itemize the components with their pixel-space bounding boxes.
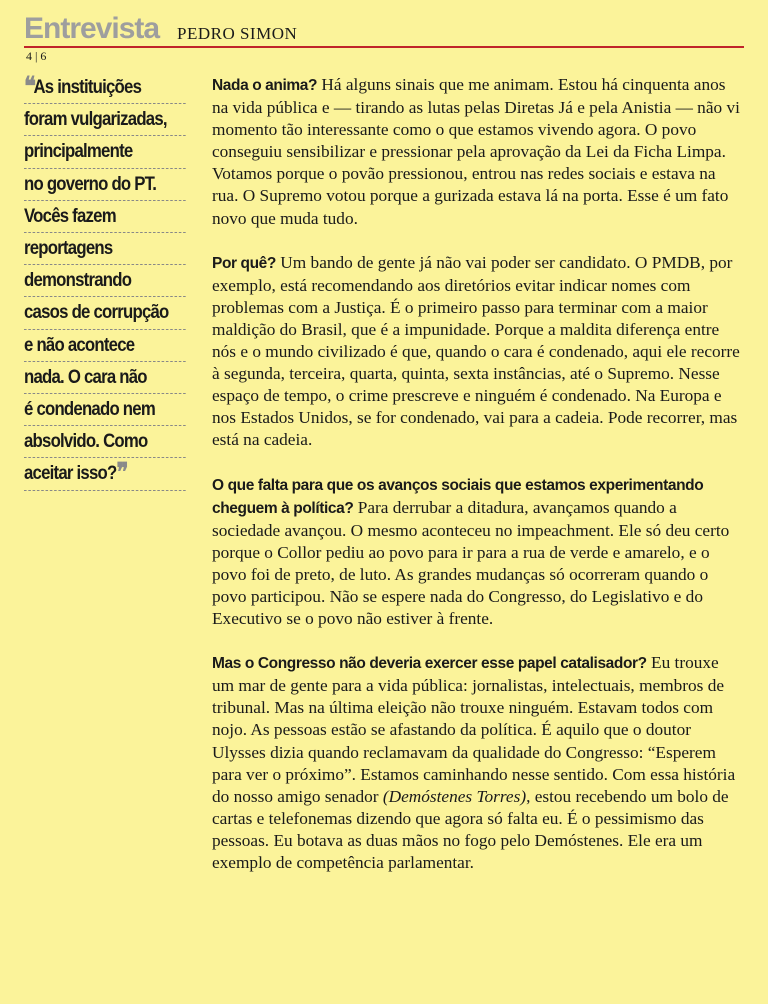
pull-quote-line: nada. O cara não [24, 362, 186, 394]
pull-quote-line: demonstrando [24, 265, 186, 297]
pull-quote-line: é condenado nem [24, 394, 186, 426]
pull-quote-line: reportagens [24, 233, 186, 265]
interview-answer: Há alguns sinais que me animam. Estou há cinquenta anos na vida pública e — tirando as lutas pelas Diretas Já e pela Anistia — não vi momento tão interessante como o que estamos vivendo agora. O povo conseguiu sensibilizar e pressionar pela aprovação da Lei da Ficha Limpa. Votamos porque o povão pressionou, entrou nas redes sociais e estava na rua. O Supremo votou porque a gurizada estava lá na porta. Esse é um fato novo que muda tudo. [212, 75, 740, 228]
interview-answer: , estou recebendo um bolo de cartas e telefonemas dizendo que agora só falta eu. É o pessimismo das pessoas. Eu botava as duas mãos no fogo pelo Demóstenes. Ele era um exemplo de competência parlamentar. [212, 786, 729, 872]
interview-question: Nada o anima? [212, 77, 318, 94]
pull-quote-line: casos de corrupção [24, 297, 186, 329]
interview-answer-aside: (Demóstenes Torres) [382, 786, 527, 806]
section-title: Entrevista [24, 12, 160, 45]
close-quote-icon: ❞ [116, 458, 126, 489]
interview-question: O que falta para que os avanços sociais que estamos experimentando cheguem à política? [212, 476, 704, 517]
interview-answer: Um bando de gente já não vai poder ser candidato. O PMDB, por exemplo, está recomendando aos diretórios evitar indicar nomes com problemas com a Justiça. É o primeiro passo para terminar com a maior maldição do Brasil, que é a impunidade. Porque a maldita diferença entre nós e o mundo civilizado é que, quando o cara é condenado, aqui ele recorre à segunda, terceira, quarta, quinta, sexta instâncias, até o Supremo. Nesse espaço de tempo, o crime prescreve e ninguém é condenado. Na Europa e nos Estados Unidos, se for condenado, vai para a cadeia. Pode recorrer, mas está na cadeia. [212, 252, 740, 450]
pull-quote [24, 72, 167, 491]
qa-paragraph [212, 252, 744, 452]
qa-paragraph [212, 474, 744, 631]
page-number: 4 | 6 [26, 49, 47, 63]
interview-answer: Eu trouxe um mar de gente para a vida pública: jornalistas, intelectuais, membros de tribunal. Mas na última eleição não trouxe ninguém. Estavam todos com nojo. As pessoas estão se afastando da política. É aquilo que o doutor Ulysses dizia quando reclamavam da qualidade do Congresso: “Esperem para ver o próximo”. Estamos caminhando nesse sentido. Com essa história do nosso amigo senador [212, 653, 736, 806]
pull-quote-line: Vocês fazem [24, 201, 186, 233]
page-header [24, 10, 744, 48]
qa-paragraph [212, 74, 744, 230]
open-quote-icon: ❝ [24, 72, 34, 102]
pull-quote-line: aceitar isso?❞ [24, 458, 186, 490]
interview-question: Mas o Congresso não deveria exercer esse papel catalisador? [212, 655, 647, 673]
pull-quote-line: foram vulgarizadas, [24, 104, 186, 136]
pull-quote-line: e não acontece [24, 330, 186, 362]
qa-paragraph [212, 652, 744, 874]
pull-quote-line: no governo do PT. [24, 169, 186, 201]
author-name: PEDRO SIMON [177, 24, 298, 43]
pull-quote-line: absolvido. Como [24, 426, 186, 458]
interview-article [212, 74, 744, 896]
pull-quote-line: ❝As instituições [24, 72, 186, 104]
interview-question: Por quê? [212, 254, 276, 272]
pull-quote-line: principalmente [24, 136, 186, 168]
interview-answer: Para derrubar a ditadura, avançamos quando a sociedade avançou. O mesmo aconteceu no impeachment. Ele só deu certo porque o Collor pediu ao povo para ir para a rua de verde e amarelo, e o povo foi de preto, de luto. As grandes mudanças só ocorreram quando o povo participou. Não se espere nada do Congresso, do Legislativo e do Executivo se o povo não estiver à frente. [212, 497, 730, 629]
